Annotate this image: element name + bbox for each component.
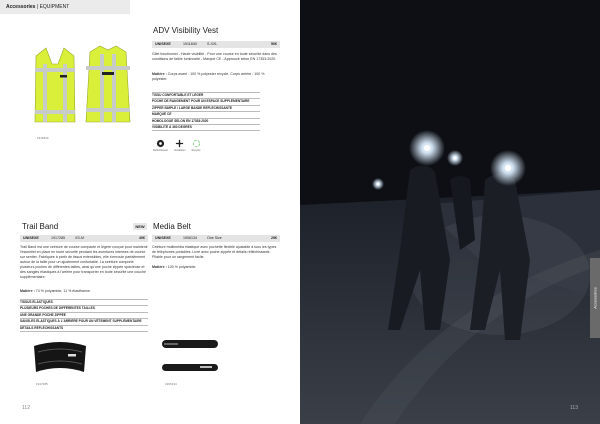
media-belt-image	[160, 336, 220, 380]
trail-band-sizes: XS-M	[75, 236, 84, 240]
vest-material	[152, 72, 280, 82]
trail-band-info-bar	[20, 235, 148, 242]
media-belt-price: 29€	[271, 236, 277, 240]
trail-band-code: 1917285	[36, 382, 48, 386]
feature-item: TISSUS ÉLASTIQUES	[20, 299, 148, 306]
new-badge: NEW	[133, 223, 147, 230]
vest-front	[35, 48, 75, 122]
night-runners-photo	[300, 0, 600, 424]
reflective-icon-label: Réfléchissant	[153, 149, 169, 152]
media-belt-sku: 1906134	[183, 236, 197, 240]
ventilation-icon	[174, 139, 186, 152]
reflective-icon	[153, 139, 168, 152]
section-divider: |	[36, 4, 39, 10]
feature-item: MARQUÉ CE	[152, 112, 260, 118]
feature-item: ZIPPER SIMPLE / LARGE BANDE RÉFLÉCHISSANTE	[152, 106, 260, 112]
trail-band-price: 40€	[139, 236, 145, 240]
media-belt-material-label: Matière :	[152, 265, 167, 269]
vest-title: ADV Visibility Vest	[153, 26, 219, 35]
trail-band-material-label: Matière :	[20, 289, 35, 293]
section-category: EQUIPMENT	[39, 4, 70, 10]
media-belt-info-bar	[152, 235, 280, 242]
vest-sku: 1911840	[183, 42, 197, 46]
feature-item: HOMOLOGUÉ SELON EN 17353:2020	[152, 119, 260, 125]
feature-item: TISSU CONFORTABLE ET LÉGER	[152, 92, 260, 99]
vest-icons	[153, 139, 201, 152]
trail-band-image	[30, 338, 90, 378]
media-belt-title: Media Belt	[153, 222, 191, 231]
vest-features	[152, 92, 260, 131]
feature-item: UNE GRANDE POCHE ZIPPÉE	[20, 313, 148, 319]
recycled-icon-label: Recyclé	[191, 149, 201, 152]
section-tab	[0, 0, 130, 14]
feature-item: DÉTAILS RÉFLÉCHISSANTS	[20, 326, 148, 332]
vest-gender: UNISEXE	[155, 42, 171, 46]
vest-code: 1911840	[37, 136, 49, 140]
vest-price: 50€	[271, 42, 277, 46]
ventilation-icon-label: Ventilation	[174, 149, 186, 152]
media-belt-sizes: One Size	[207, 236, 222, 240]
feature-item: POCHE DE RANGEMENT POUR UN ESPACE SUPPLÉMENTAIRE	[152, 99, 260, 105]
trail-band-material-value: 74 % polyamide, 11 % élasthanne.	[35, 289, 91, 293]
feature-item: SANGLES ÉLASTIQUES À L'ARRIÈRE POUR UN VÊTEMENT SUPPLÉMENTAIRE	[20, 319, 148, 325]
media-belt-material-value: 100 % polyamide.	[167, 265, 197, 269]
right-page	[300, 0, 600, 424]
vest-back	[86, 46, 130, 122]
vest-description: Gilet fonctionnel - Haute visibilité - Pour une course en toute sécurité dans des conditions de faible luminosité - Marqué CE - Approuvé selon EN 17353:2020.	[152, 52, 277, 61]
trail-band-material	[20, 289, 148, 293]
media-belt-code: 1906134	[165, 382, 177, 386]
vest-info-bar	[152, 41, 280, 48]
feature-item: VISIBILITÉ À 360 DEGRÉS	[152, 125, 260, 131]
side-tab	[590, 258, 600, 338]
page-number-left: 112	[22, 405, 30, 411]
feature-item: PLUSIEURS POCHES DE DIFFÉRENTES TAILLES	[20, 306, 148, 312]
trail-band-title: Trail Band	[22, 222, 59, 231]
side-tab-label: Accessoires	[592, 287, 598, 309]
vest-image	[28, 42, 140, 132]
trail-band-gender: UNISEXE	[23, 236, 39, 240]
trail-band-description: Trail Band est une ceinture de course compacte et légère conçue pour maintenir l'essentiel en place en toute sécurité pendant les aventures intenses de course sur sentier. Fabriquée à partir de tissus extensibles, elle s'enroule parfaitement autour de la taille pour un ajustement confortable. La ceinture comporte plusieurs poches de différentes tailles, ainsi qu'une poche zippée spacieuse et des sangles élastiques à l'arrière pour transporter en toute sécurité une couche supplémentaire.	[20, 245, 148, 279]
trail-band-sku: 1917285	[51, 236, 65, 240]
recycled-icon	[192, 139, 201, 152]
media-belt-gender: UNISEXE	[155, 236, 171, 240]
section-name: Accessories	[6, 4, 36, 10]
page-number-right: 113	[570, 405, 578, 411]
trail-band-features	[20, 299, 148, 332]
vest-material-label: Matière :	[152, 72, 167, 76]
media-belt-description: Ceinture multimédia élastique avec pochette flexible ajustable à tous les types de téléphones portables. Livré avec poche zippée et détails réfléchissants. Pliable pour un rangement facile.	[152, 245, 277, 259]
media-belt-material	[152, 265, 280, 269]
vest-sizes: S-XXL	[207, 42, 218, 46]
vest-material-value: Corps avant : 100 % polyester recyclé. Corps arrière : 100 % polyester.	[152, 72, 265, 81]
